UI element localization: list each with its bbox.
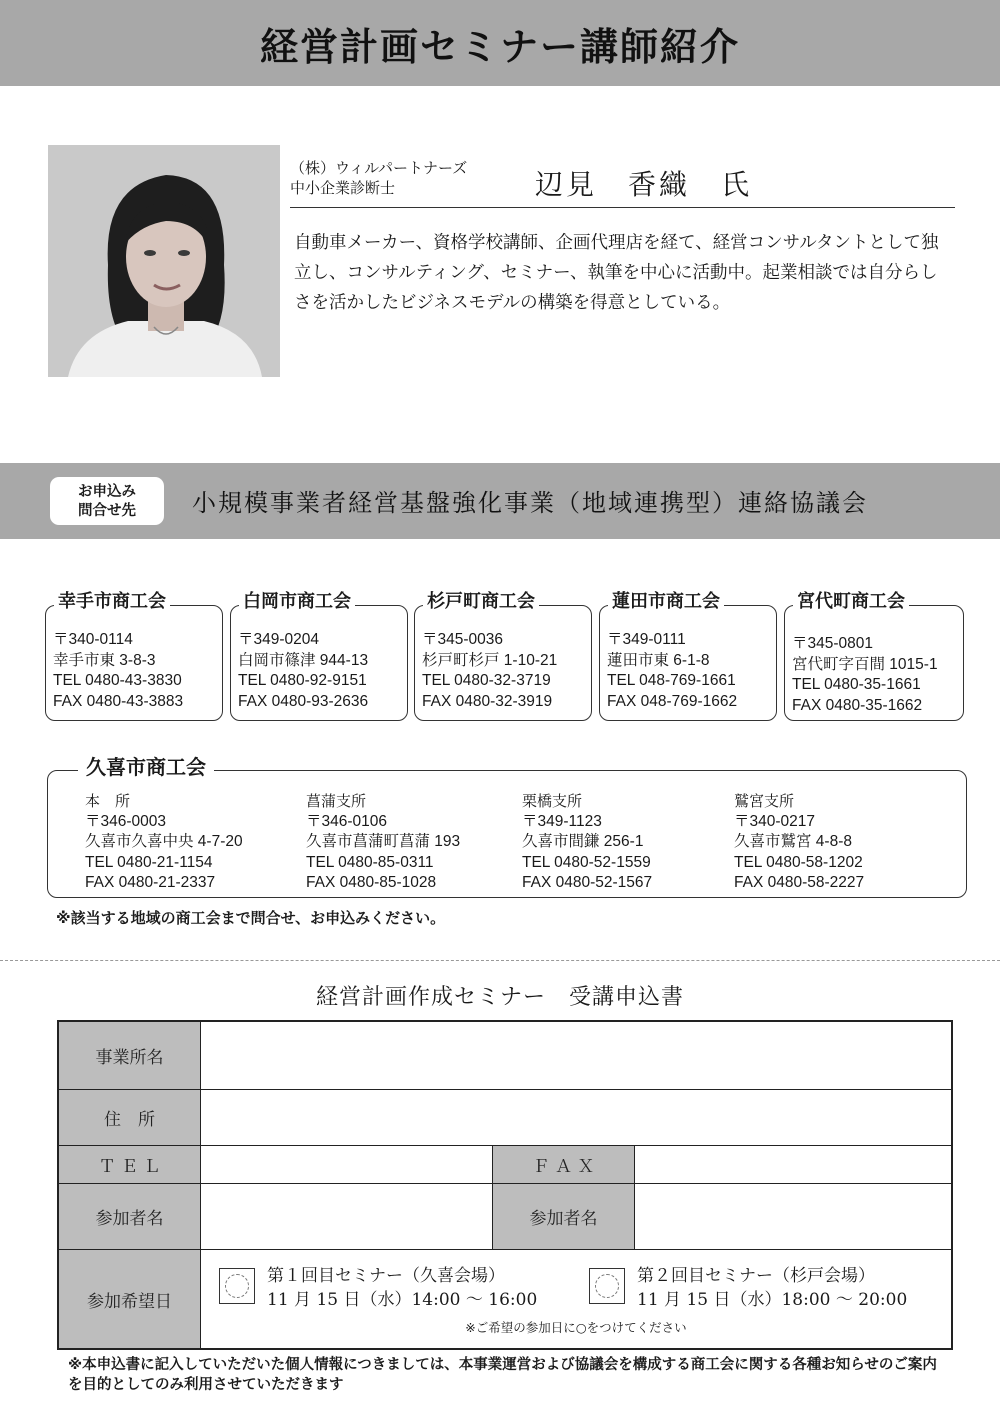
participant-label-2: 参加者名 xyxy=(493,1184,635,1250)
branch-postal: 〒349-1123 xyxy=(522,812,602,830)
office-name: 白岡市商工会 xyxy=(239,591,355,613)
instructor-title: 中小企業診断士 xyxy=(290,179,396,197)
participant-label-1: 参加者名 xyxy=(59,1184,201,1250)
office-postal: 〒349-0111 xyxy=(607,631,686,648)
office-box-kuki xyxy=(47,755,967,898)
instructor-org xyxy=(290,158,467,198)
participant-field-2[interactable] xyxy=(635,1184,951,1250)
contact-badge-line2: 問合せ先 xyxy=(78,503,136,519)
form-title: 経営計画作成セミナー 受講申込書 xyxy=(315,985,684,1010)
office-postal: 〒340-0114 xyxy=(53,631,133,648)
office-name: 幸手市商工会 xyxy=(54,591,170,613)
branch-address: 久喜市鷲宮 4-8-8 xyxy=(734,833,852,850)
office-fax: FAX 0480-43-3883 xyxy=(53,692,184,710)
office-address: 杉戸町杉戸 1-10-21 xyxy=(422,651,558,669)
office-fax: FAX 0480-35-1662 xyxy=(792,696,923,714)
business-name-label: 事業所名 xyxy=(59,1022,201,1090)
office-tel: TEL 0480-43-3830 xyxy=(53,672,182,689)
office-box-miyashiro xyxy=(784,591,964,721)
title-band xyxy=(0,0,1000,86)
branch-fax: FAX 0480-85-1028 xyxy=(306,874,437,891)
office-tel: TEL 0480-92-9151 xyxy=(238,672,367,689)
office-fax: FAX 0480-93-2636 xyxy=(238,692,369,710)
seminar-checkbox-2[interactable] xyxy=(589,1268,625,1304)
office-address: 蓮田市東 6-1-8 xyxy=(607,651,710,669)
date-label: 参加希望日 xyxy=(59,1250,201,1348)
portrait-image xyxy=(48,145,280,377)
tel-label: Ｔ Ｅ Ｌ xyxy=(59,1146,201,1184)
branch-fax: FAX 0480-52-1567 xyxy=(522,874,653,891)
date-selection-area xyxy=(201,1250,951,1348)
branch-tel: TEL 0480-52-1559 xyxy=(522,853,651,871)
instructor-bio: 自動車メーカー、資格学校講師、企画代理店を経て、経営コンサルタントとして独立し、コンサルティング、セミナー、執筆を中心に活動中。起業相談では自分らしさを活かしたビジネスモデルの構築を得意としている。 xyxy=(294,233,939,313)
branch-address: 久喜市菖蒲町菖蒲 193 xyxy=(306,833,461,850)
council-name: 小規模事業者経営基盤強化事業（地域連携型）連絡協議会 xyxy=(192,489,868,517)
branch-name: 菖蒲支所 xyxy=(306,792,367,810)
office-box-shiraoka xyxy=(230,591,408,721)
office-fax: FAX 048-769-1662 xyxy=(607,692,738,710)
office-postal: 〒345-0801 xyxy=(792,635,874,652)
fax-label: Ｆ Ａ Ｘ xyxy=(493,1146,635,1184)
page-title: 経営計画セミナー講師紹介 xyxy=(259,24,740,69)
office-box-satte xyxy=(45,591,223,721)
participant-field-1[interactable] xyxy=(201,1184,493,1250)
branch-shobu xyxy=(306,791,460,894)
tel-field[interactable] xyxy=(201,1146,493,1184)
contact-note: ※該当する地域の商工会まで問合せ、お申込みください。 xyxy=(56,909,446,927)
instructor-divider xyxy=(290,207,955,208)
office-tel: TEL 0480-32-3719 xyxy=(422,672,551,689)
address-field[interactable] xyxy=(201,1090,951,1146)
contact-band xyxy=(0,463,1000,539)
date-note: ※ご希望の参加日に○をつけてください xyxy=(465,1320,687,1335)
branch-postal: 〒346-0003 xyxy=(85,812,167,830)
business-name-field[interactable] xyxy=(201,1022,951,1090)
seminar-2-datetime: 11 月 15 日（水）18:00 ～ 20:00 xyxy=(637,1290,908,1310)
branch-tel: TEL 0480-85-0311 xyxy=(306,853,434,871)
seminar-2-title: 第２回目セミナー（杉戸会場） xyxy=(637,1266,875,1286)
branch-fax: FAX 0480-21-2337 xyxy=(85,874,216,891)
office-postal: 〒345-0036 xyxy=(422,631,504,648)
application-form xyxy=(57,1020,953,1350)
office-name: 宮代町商工会 xyxy=(793,591,909,613)
branch-main xyxy=(85,791,243,894)
office-postal: 〒349-0204 xyxy=(238,631,320,648)
seminar-1-title: 第１回目セミナー（久喜会場） xyxy=(267,1266,505,1286)
office-name: 蓮田市商工会 xyxy=(608,591,724,613)
branch-postal: 〒340-0217 xyxy=(734,812,816,830)
office-tel: TEL 048-769-1661 xyxy=(607,672,736,689)
circle-placeholder-icon xyxy=(225,1274,249,1298)
branch-kurihashi xyxy=(522,791,652,894)
contact-badge xyxy=(50,477,164,525)
branch-fax: FAX 0480-58-2227 xyxy=(734,874,865,891)
branch-tel: TEL 0480-58-1202 xyxy=(734,853,863,871)
branch-name: 栗橋支所 xyxy=(522,792,583,810)
kuki-office-name: 久喜市商工会 xyxy=(78,755,214,779)
fax-field[interactable] xyxy=(635,1146,951,1184)
contact-badge-line1: お申込み xyxy=(78,484,136,500)
branch-address: 久喜市間鎌 256-1 xyxy=(522,833,644,850)
office-name: 杉戸町商工会 xyxy=(423,591,539,613)
office-address: 幸手市東 3-8-3 xyxy=(53,651,156,669)
instructor-company: （株）ウィルパートナーズ xyxy=(290,159,468,177)
instructor-photo xyxy=(48,145,280,377)
office-box-hasuda xyxy=(599,591,777,721)
seminar-1-datetime: 11 月 15 日（水）14:00 ～ 16:00 xyxy=(267,1290,538,1310)
seminar-option-2[interactable] xyxy=(589,1264,907,1312)
privacy-note: ※本申込書に記入していただいた個人情報につきましては、本事業運営および協議会を構成する商工会に関する各種お知らせのご案内を目的としてのみ利用させていただきます xyxy=(68,1357,937,1393)
seminar-option-1[interactable] xyxy=(219,1264,537,1312)
circle-placeholder-icon xyxy=(595,1274,619,1298)
office-address: 宮代町字百間 1015-1 xyxy=(792,655,938,673)
branch-name: 鷲宮支所 xyxy=(734,792,795,810)
branch-tel: TEL 0480-21-1154 xyxy=(85,853,213,871)
office-box-sugito xyxy=(414,591,592,721)
seminar-checkbox-1[interactable] xyxy=(219,1268,255,1304)
branch-postal: 〒346-0106 xyxy=(306,812,388,830)
instructor-name: 辺見 香織 氏 xyxy=(535,168,753,201)
branch-name: 本 所 xyxy=(85,792,131,810)
branch-address: 久喜市久喜中央 4-7-20 xyxy=(85,833,243,850)
office-fax: FAX 0480-32-3919 xyxy=(422,692,553,710)
office-tel: TEL 0480-35-1661 xyxy=(792,676,921,693)
address-label: 住 所 xyxy=(59,1090,201,1146)
office-address: 白岡市篠津 944-13 xyxy=(238,651,369,669)
branch-washimiya xyxy=(734,791,864,894)
cut-line xyxy=(0,960,1000,961)
